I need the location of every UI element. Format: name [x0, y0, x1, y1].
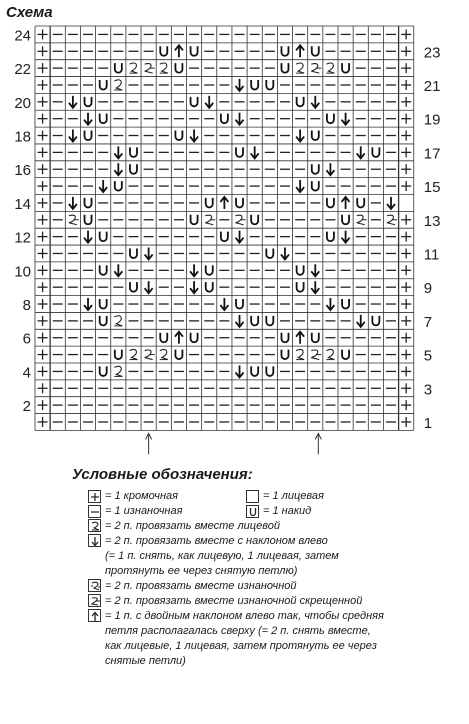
edge-stitch-icon — [38, 282, 48, 292]
legend-item-k2tog: = 2 п. провязать вместе лицевой — [88, 519, 462, 534]
yarn-over-icon — [115, 350, 122, 360]
edge-stitch-icon — [38, 333, 48, 343]
yarn-over-icon — [130, 164, 137, 174]
yarn-over-icon — [160, 333, 167, 343]
yarn-over-icon — [372, 147, 379, 157]
edge-stitch-icon — [401, 97, 411, 107]
edge-stitch-icon — [38, 97, 48, 107]
yarn-over-icon — [342, 350, 349, 360]
p2tog-tbl-icon — [311, 350, 321, 360]
yarn-over-icon — [342, 63, 349, 73]
edge-stitch-icon — [401, 400, 411, 410]
k2tog-icon — [296, 349, 304, 359]
legend-title: Условные обозначения: — [72, 466, 253, 483]
yarn-over-icon — [221, 114, 228, 124]
yarn-over-icon — [236, 147, 243, 157]
yarn-over-icon — [281, 350, 288, 360]
edge-stitch-icon — [401, 299, 411, 309]
edge-stitch-icon — [401, 417, 411, 427]
edge-stitch-icon — [38, 383, 48, 393]
yarn-over-icon — [175, 131, 182, 141]
yarn-over-icon — [100, 114, 107, 124]
row-number-right: 5 — [423, 347, 433, 365]
yarn-over-icon — [100, 80, 107, 90]
yarn-over-icon — [100, 316, 107, 326]
ssk-icon — [296, 180, 304, 192]
edge-stitch-icon — [401, 333, 411, 343]
edge-stitch-icon — [401, 282, 411, 292]
edge-stitch-icon — [38, 80, 48, 90]
edge-stitch-icon — [38, 181, 48, 191]
legend-item-p2tog-tbl: = 2 п. провязать вместе изнаночной скрещенной — [88, 594, 462, 609]
legend-row-1 — [88, 489, 462, 504]
row-number-left: 18 — [14, 128, 31, 146]
yarn-over-icon — [175, 63, 182, 73]
row-number-left: 22 — [14, 61, 31, 79]
yarn-over-icon — [191, 46, 198, 56]
edge-stitch-icon — [401, 350, 411, 360]
ssk-icon — [236, 365, 244, 377]
p2tog-icon — [88, 579, 101, 592]
edge-stitch-icon — [401, 131, 411, 141]
yarn-over-icon — [281, 333, 288, 343]
k2tog-icon — [114, 316, 122, 326]
ssk-icon — [326, 163, 334, 175]
k2tog-icon — [114, 80, 122, 90]
yarn-over-icon — [160, 46, 167, 56]
row-number-right: 1 — [423, 414, 433, 432]
edge-stitch-icon — [38, 46, 48, 56]
row-number-left: 20 — [14, 94, 31, 112]
ssk-icon — [190, 281, 198, 293]
edge-stitch-icon — [38, 147, 48, 157]
yarn-over-icon — [236, 198, 243, 208]
edge-stitch-icon — [38, 299, 48, 309]
yarn-over-icon — [297, 97, 304, 107]
ssk-icon — [69, 130, 77, 142]
yarn-over-icon — [191, 215, 198, 225]
double-decrease-icon — [296, 332, 304, 344]
legend-note: петля располагалась сверху (= 2 п. снять вместе, — [105, 625, 371, 637]
yarn-over-icon — [85, 131, 92, 141]
double-decrease-icon — [175, 45, 183, 57]
edge-stitch-icon — [401, 147, 411, 157]
edge-stitch-icon — [38, 29, 48, 39]
yarn-over-icon — [246, 505, 259, 518]
edge-stitch-icon — [401, 181, 411, 191]
k2tog-icon — [88, 519, 101, 532]
row-number-right: 15 — [423, 179, 441, 197]
ssk-icon — [311, 96, 319, 108]
p2tog-tbl-icon — [205, 215, 215, 225]
ssk-icon — [220, 298, 228, 310]
yarn-over-icon — [191, 333, 198, 343]
yarn-over-icon — [251, 80, 258, 89]
edge-stitch-icon — [401, 29, 411, 39]
repeat-arrow-icon — [315, 433, 321, 454]
row-number-left: 12 — [14, 229, 31, 247]
legend — [72, 466, 462, 669]
row-number-right: 3 — [423, 381, 433, 399]
yarn-over-icon — [100, 299, 107, 309]
ssk-icon — [84, 298, 92, 310]
row-number-left: 4 — [22, 364, 31, 382]
p2tog-tbl-icon — [69, 215, 79, 225]
double-decrease-icon — [175, 332, 183, 344]
edge-stitch-icon — [401, 63, 411, 73]
ssk-icon — [311, 264, 319, 276]
yarn-over-icon — [236, 299, 243, 309]
ssk-icon — [84, 231, 92, 243]
k2tog-icon — [160, 63, 168, 73]
legend-row-2 — [88, 504, 462, 519]
edge-stitch-icon — [401, 383, 411, 393]
yarn-over-icon — [251, 215, 258, 224]
p2tog-tbl-icon — [357, 215, 367, 225]
k2tog-icon — [160, 349, 168, 359]
ssk-icon — [69, 96, 77, 108]
yarn-over-icon — [251, 316, 258, 325]
yarn-over-icon — [175, 350, 182, 360]
row-number-left: 6 — [22, 330, 31, 348]
row-number-left: 14 — [14, 195, 31, 213]
ssk-icon — [236, 231, 244, 243]
edge-stitch-icon — [38, 63, 48, 73]
edge-stitch-icon — [401, 316, 411, 326]
edge-stitch-icon — [38, 316, 48, 326]
edge-stitch-icon — [401, 265, 411, 275]
purl-stitch-icon — [88, 505, 101, 518]
row-number-right: 13 — [423, 212, 441, 230]
yarn-over-icon — [266, 366, 273, 376]
row-number-left: 8 — [22, 297, 31, 315]
legend-note: протянуть ее через снятую петлю) — [105, 565, 298, 577]
yarn-over-icon — [297, 265, 304, 275]
yarn-over-icon — [327, 198, 334, 208]
row-number-right: 7 — [423, 313, 433, 331]
row-number-left: 16 — [14, 162, 31, 180]
yarn-over-icon — [312, 46, 319, 56]
edge-stitch-icon — [38, 248, 48, 258]
yarn-over-icon — [312, 333, 319, 343]
yarn-over-icon — [100, 232, 107, 242]
ssk-icon — [357, 315, 365, 327]
ssk-icon — [296, 130, 304, 142]
ssk-icon — [236, 315, 244, 327]
k2tog-icon — [129, 349, 137, 359]
legend-item-edge: = 1 кромочная — [88, 489, 228, 504]
yarn-over-icon — [221, 232, 228, 242]
yarn-over-icon — [297, 282, 304, 292]
yarn-over-icon — [191, 97, 198, 107]
ssk-icon — [342, 231, 350, 243]
ssk-icon — [251, 146, 259, 158]
edge-stitch-icon — [401, 366, 411, 376]
yarn-over-icon — [266, 80, 273, 90]
edge-stitch-icon — [38, 350, 48, 360]
edge-stitch-icon — [401, 248, 411, 258]
edge-stitch-icon — [401, 232, 411, 242]
legend-item-cdd: = 1 п. с двойным наклоном влево так, чтобы средняя — [88, 609, 462, 624]
ssk-icon — [145, 281, 153, 293]
legend-item-ssk: = 2 п. провязать вместе с наклоном влево — [88, 534, 462, 549]
row-number-right: 9 — [423, 280, 433, 298]
ssk-icon — [357, 146, 365, 158]
legend-item-knit: = 1 лицевая — [246, 489, 324, 504]
k2tog-icon — [296, 63, 304, 73]
ssk-icon — [114, 264, 122, 276]
legend-note: (= 1 п. снять, как лицевую, 1 лицевая, затем — [105, 550, 339, 562]
edge-stitch-icon — [38, 198, 48, 208]
edge-stitch-icon — [401, 46, 411, 56]
ssk-icon — [190, 264, 198, 276]
edge-stitch-icon — [38, 232, 48, 242]
yarn-over-icon — [327, 114, 334, 124]
ssk-icon — [281, 247, 289, 259]
yarn-over-icon — [251, 366, 258, 375]
yarn-over-icon — [357, 198, 364, 208]
yarn-over-icon — [342, 215, 349, 225]
legend-item-yo: = 1 накид — [246, 504, 311, 519]
yarn-over-icon — [115, 63, 122, 73]
edge-stitch-icon — [38, 114, 48, 124]
yarn-over-icon — [281, 63, 288, 73]
chart-title: Схема — [6, 4, 53, 21]
repeat-arrow-icon — [146, 433, 152, 454]
double-decrease-icon — [296, 45, 304, 57]
ssk-icon — [236, 79, 244, 91]
yarn-over-icon — [100, 366, 107, 376]
edge-stitch-icon — [38, 215, 48, 225]
chart-grid — [35, 26, 414, 430]
edge-stitch-icon — [38, 131, 48, 141]
edge-stitch-icon — [38, 164, 48, 174]
edge-stitch-icon — [38, 265, 48, 275]
yarn-over-icon — [312, 131, 319, 141]
yarn-over-icon — [85, 97, 92, 107]
edge-stitch-icon — [38, 417, 48, 427]
ssk-icon — [205, 96, 213, 108]
yarn-over-icon — [266, 316, 273, 326]
ssk-icon — [190, 130, 198, 142]
legend-note: снятые петли) — [105, 655, 186, 667]
row-number-left: 24 — [14, 27, 31, 45]
p2tog-tbl-icon — [145, 350, 155, 360]
yarn-over-icon — [342, 299, 349, 309]
ssk-icon — [145, 247, 153, 259]
ssk-icon — [387, 197, 395, 209]
edge-stitch-icon — [401, 114, 411, 124]
yarn-over-icon — [312, 164, 319, 174]
yarn-over-icon — [266, 248, 273, 258]
row-number-right: 19 — [423, 111, 441, 129]
yarn-over-icon — [372, 316, 379, 326]
ssk-icon — [342, 113, 350, 125]
row-number-left: 2 — [22, 398, 31, 416]
row-number-left: 10 — [14, 263, 31, 281]
ssk-icon — [84, 113, 92, 125]
ssk-icon — [114, 146, 122, 158]
legend-item-purl: = 1 изнаночная — [88, 504, 228, 519]
ssk-icon — [99, 180, 107, 192]
yarn-over-icon — [206, 198, 213, 208]
k2tog-icon — [326, 63, 334, 73]
yarn-over-icon — [206, 265, 213, 275]
edge-stitch-icon — [401, 80, 411, 90]
row-number-right: 21 — [423, 77, 441, 95]
row-number-right: 23 — [423, 44, 441, 62]
edge-stitch-icon — [38, 400, 48, 410]
edge-stitch-icon — [88, 490, 101, 503]
p2tog-tbl-icon — [311, 64, 321, 74]
p2tog-tbl-icon — [387, 215, 397, 225]
yarn-over-icon — [85, 215, 92, 225]
edge-stitch-icon — [401, 164, 411, 174]
k2tog-icon — [129, 63, 137, 73]
knit-stitch-icon — [246, 490, 259, 503]
yarn-over-icon — [130, 248, 137, 258]
edge-stitch-icon — [38, 366, 48, 376]
ssk-icon — [236, 113, 244, 125]
ssk-icon — [114, 163, 122, 175]
double-decrease-icon — [342, 197, 350, 209]
ssk-icon — [311, 281, 319, 293]
legend-note: как лицевые, 1 лицевая, затем протянуть ее через — [105, 640, 377, 652]
yarn-over-icon — [312, 181, 319, 191]
yarn-over-icon — [130, 147, 137, 157]
yarn-over-icon — [206, 282, 213, 292]
k2tog-icon — [326, 349, 334, 359]
p2tog-tbl-icon — [88, 594, 101, 607]
yarn-over-icon — [115, 181, 122, 191]
k2tog-icon — [114, 366, 122, 376]
ssk-icon — [69, 197, 77, 209]
p2tog-tbl-icon — [236, 215, 246, 225]
row-number-right: 11 — [423, 246, 440, 264]
double-decrease-icon — [220, 197, 228, 209]
ssk-icon — [326, 298, 334, 310]
yarn-over-icon — [130, 282, 137, 292]
ssk-icon — [88, 534, 101, 547]
yarn-over-icon — [100, 265, 107, 275]
row-number-right: 17 — [423, 145, 441, 163]
double-decrease-icon — [88, 609, 101, 622]
yarn-over-icon — [327, 232, 334, 242]
yarn-over-icon — [281, 46, 288, 56]
yarn-over-icon — [85, 198, 92, 208]
edge-stitch-icon — [401, 215, 411, 225]
p2tog-tbl-icon — [145, 64, 155, 74]
legend-item-p2tog: = 2 п. провязать вместе изнаночной — [88, 579, 462, 594]
